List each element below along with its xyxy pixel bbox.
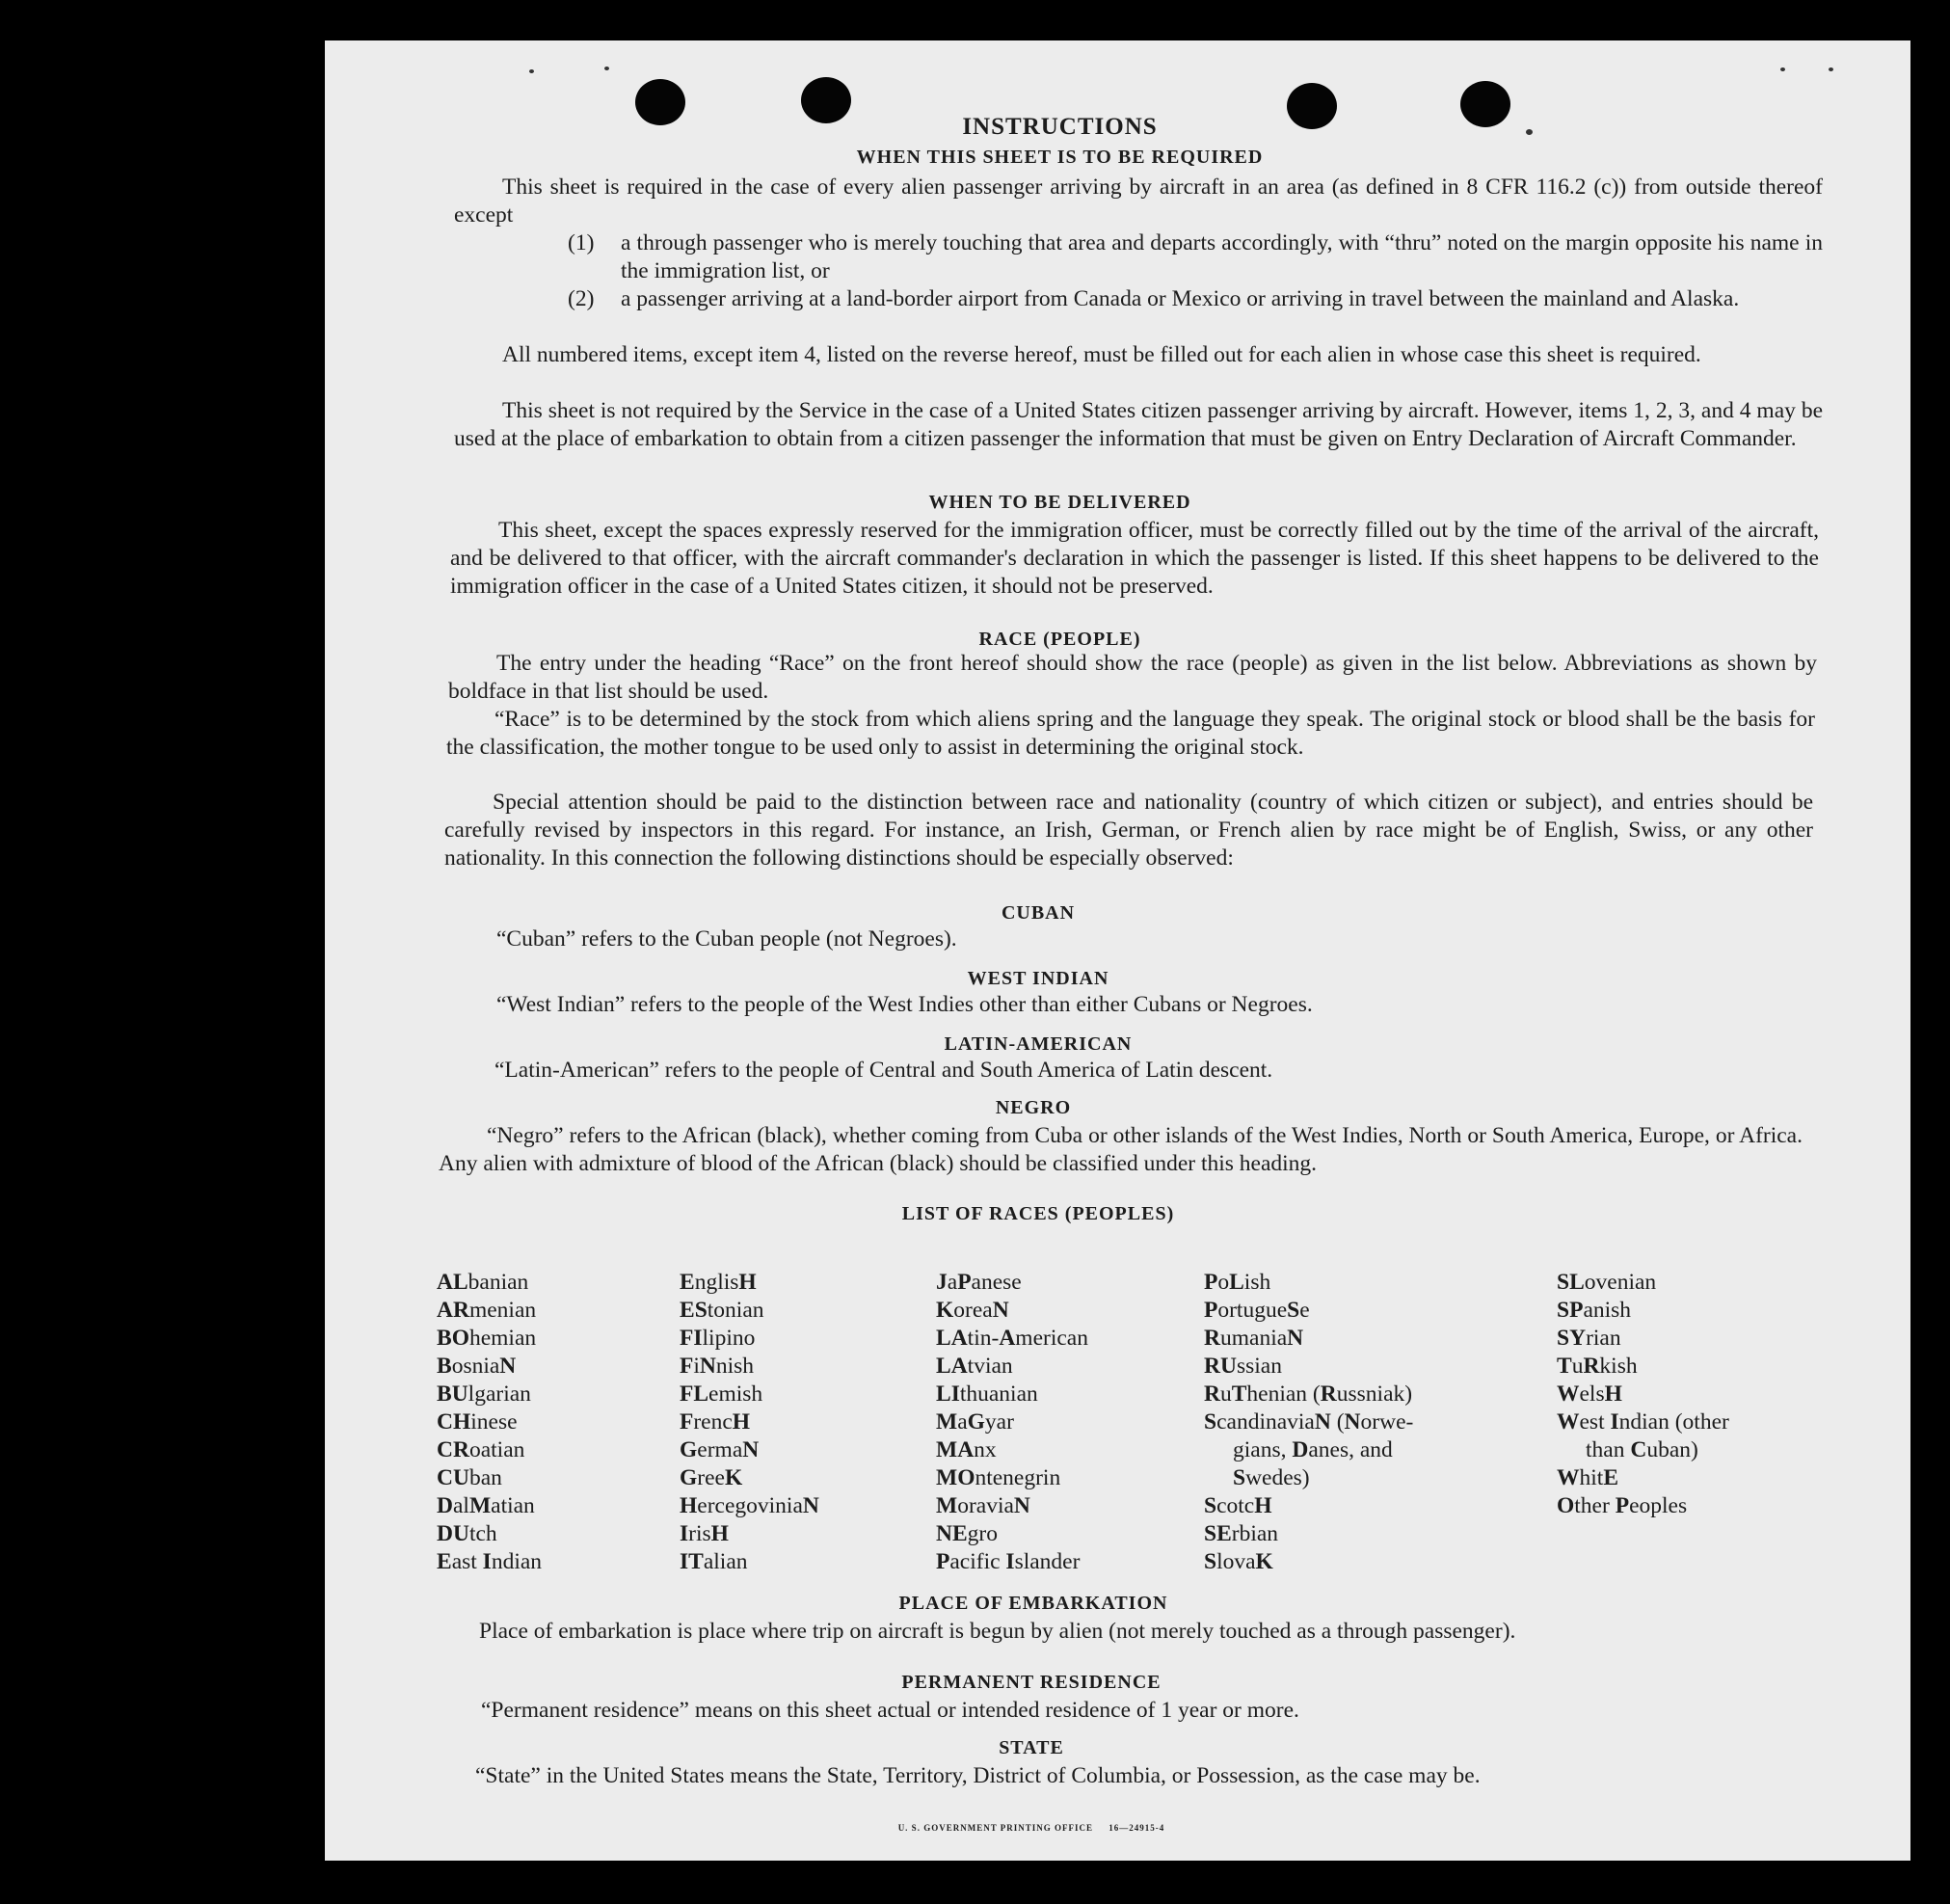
race-entry: DalMatian — [437, 1493, 535, 1518]
race-entry: CHinese — [437, 1409, 518, 1435]
numbered-items-paragraph: All numbered items, except item 4, listed on the reverse hereof, must be filled out for each alien in whose case this sheet is required. — [502, 342, 1701, 367]
race-entry: GermaN — [680, 1437, 760, 1462]
section-heading-residence: PERMANENT RESIDENCE — [901, 1672, 1162, 1693]
race-entry: West Indian (other — [1557, 1409, 1729, 1435]
race-entry: HercegoviniaN — [680, 1493, 819, 1518]
race-entry: SYrian — [1557, 1326, 1621, 1351]
race-column-3 — [936, 1269, 1088, 1576]
section-heading-when-delivered: WHEN TO BE DELIVERED — [928, 492, 1191, 513]
scan-speck — [529, 69, 534, 73]
race-entry: DUtch — [437, 1521, 497, 1546]
race-entry-continuation: Swedes) — [1233, 1465, 1310, 1490]
exception-list — [568, 229, 1823, 313]
race-entry: WhitE — [1557, 1465, 1618, 1490]
distinction-heading-latin-american: LATIN-AMERICAN — [944, 1033, 1133, 1055]
race-entry: MOntenegrin — [936, 1465, 1061, 1490]
race-list-heading: LIST OF RACES (PEOPLES) — [901, 1203, 1175, 1224]
race-entry: CRoatian — [437, 1437, 525, 1462]
race-entry: RumaniaN — [1204, 1326, 1304, 1351]
race-entry: EnglisH — [680, 1270, 757, 1295]
race-entry: MaGyar — [936, 1409, 1014, 1435]
section-heading-embarkation: PLACE OF EMBARKATION — [898, 1593, 1168, 1614]
race-entry: FiNnish — [680, 1354, 755, 1379]
printer-imprint: U. S. GOVERNMENT PRINTING OFFICE 16—24915-4 — [897, 1823, 1165, 1833]
race-entry: RuThenian (Russniak) — [1204, 1381, 1413, 1407]
distinction-heading-cuban: CUBAN — [1001, 902, 1076, 924]
race-entry: Other Peoples — [1557, 1493, 1688, 1518]
residence-text: “Permanent residence” means on this sheet actual or intended residence of 1 year or more. — [481, 1698, 1299, 1723]
race-entry: FIlipino — [680, 1326, 756, 1351]
exception-number: (2) — [568, 286, 595, 311]
race-entry: MoraviaN — [936, 1493, 1030, 1518]
exception-text: a through passenger who is merely touching that area and departs accordingly, with “thru” noted on the margin opposite his name in the immigration list, or — [621, 230, 1823, 283]
race-entry: SPanish — [1557, 1298, 1632, 1323]
race-entry: SlovaK — [1204, 1549, 1273, 1574]
race-column-4 — [1204, 1269, 1413, 1576]
race-entry: BosniaN — [437, 1354, 517, 1379]
distinction-text-latin-american: “Latin-American” refers to the people of Central and South America of Latin descent. — [494, 1058, 1273, 1083]
race-entry: NEgro — [936, 1521, 998, 1546]
scan-speck — [604, 67, 609, 70]
race-entry: IrisH — [680, 1521, 729, 1546]
section-heading-race: RACE (PEOPLE) — [978, 629, 1141, 650]
race-paragraph-3: Special attention should be paid to the distinction between race and nationality (country of which citizen or subject), and entries should be carefully revised by inspectors in this regard. For instance, an Irish, German, or French alien by race might be of English, Swiss, or any other nationality. In this connection the following distinctions should be especially observed: — [444, 790, 1813, 871]
race-entry: FrencH — [680, 1409, 751, 1435]
race-entry: Pacific Islander — [936, 1549, 1081, 1574]
race-entry: JaPanese — [936, 1270, 1022, 1295]
race-entry: ScandinaviaN (Norwe- — [1204, 1409, 1414, 1435]
race-entry: PortugueSe — [1204, 1298, 1310, 1323]
race-entry: LIthuanian — [936, 1381, 1038, 1407]
race-column-1 — [437, 1269, 542, 1576]
race-entry: MAnx — [936, 1437, 997, 1462]
distinction-heading-west-indian: WEST INDIAN — [967, 968, 1109, 989]
race-entry: RUssian — [1204, 1354, 1282, 1379]
exception-item — [568, 285, 1823, 313]
distinction-heading-negro: NEGRO — [995, 1097, 1072, 1118]
race-entry: PoLish — [1204, 1270, 1271, 1295]
document-page — [325, 40, 1910, 1861]
race-entry: GreeK — [680, 1465, 743, 1490]
scan-speck — [1829, 67, 1833, 71]
distinction-text-cuban: “Cuban” refers to the Cuban people (not Negroes). — [496, 926, 957, 952]
race-entry: ITalian — [680, 1549, 748, 1574]
race-entry: ARmenian — [437, 1298, 537, 1323]
race-paragraph-2: “Race” is to be determined by the stock from which aliens spring and the language they speak. The original stock or blood shall be the basis for the classification, the mother tongue to be used only to assist in determining the original stock. — [446, 707, 1815, 760]
citizen-paragraph: This sheet is not required by the Service in the case of a United States citizen passenger arriving by aircraft. However, items 1, 2, 3, and 4 may be used at the place of embarkation to obtain from a citizen passenger the information that must be given on Entry Declaration of Aircraft Commander. — [454, 398, 1823, 451]
race-entry: TuRkish — [1557, 1354, 1638, 1379]
exception-text: a passenger arriving at a land-border airport from Canada or Mexico or arriving in travel between the mainland and Alaska. — [621, 286, 1740, 311]
race-column-2 — [680, 1269, 819, 1576]
race-entry: WelsH — [1557, 1381, 1622, 1407]
race-entry: ALbanian — [437, 1270, 529, 1295]
race-entry: East Indian — [437, 1549, 543, 1574]
page-title: INSTRUCTIONS — [962, 114, 1158, 140]
embarkation-text: Place of embarkation is place where trip on aircraft is begun by alien (not merely touched as a through passenger). — [479, 1619, 1516, 1644]
race-entry: BOhemian — [437, 1326, 537, 1351]
state-text: “State” in the United States means the State, Territory, District of Columbia, or Possession, as the case may be. — [475, 1763, 1481, 1788]
race-entry: CUban — [437, 1465, 502, 1490]
race-entry: KoreaN — [936, 1298, 1009, 1323]
scan-speck — [1780, 67, 1785, 71]
race-entry: BUlgarian — [437, 1381, 531, 1407]
section-heading-state: STATE — [999, 1737, 1064, 1758]
distinction-text-negro: “Negro” refers to the African (black), whether coming from Cuba or other islands of the West Indies, North or South America, Europe, or Africa. Any alien with admixture of blood of the African (black) should be classified under this heading. — [439, 1123, 1803, 1176]
race-entry: SErbian — [1204, 1521, 1279, 1546]
race-entry: LAtvian — [936, 1354, 1013, 1379]
race-column-5 — [1557, 1269, 1729, 1520]
race-entry: EStonian — [680, 1298, 764, 1323]
race-entry: LAtin-American — [936, 1326, 1088, 1351]
race-entry-continuation: gians, Danes, and — [1233, 1437, 1393, 1462]
exception-item — [568, 229, 1823, 285]
section-heading-when-required: WHEN THIS SHEET IS TO BE REQUIRED — [856, 147, 1264, 168]
race-paragraph-1: The entry under the heading “Race” on the front hereof should show the race (people) as given in the list below. Abbreviations as shown by boldface in that list should be used. — [448, 651, 1817, 704]
race-entry: SLovenian — [1557, 1270, 1657, 1295]
race-entry: ScotcH — [1204, 1493, 1272, 1518]
when-delivered-text: This sheet, except the spaces expressly reserved for the immigration officer, must be correctly filled out by the time of the arrival of the aircraft, and be delivered to that officer, with the aircraft commander's declaration in which the passenger is listed. If this sheet happens to be delivered to the immigration officer in the case of a United States citizen, it should not be preserved. — [450, 518, 1819, 599]
race-entry: FLemish — [680, 1381, 763, 1407]
race-entry-continuation: than Cuban) — [1586, 1437, 1698, 1462]
distinction-text-west-indian: “West Indian” refers to the people of the West Indies other than either Cubans or Negroes. — [496, 992, 1313, 1017]
exception-number: (1) — [568, 230, 595, 255]
when-required-intro: This sheet is required in the case of every alien passenger arriving by aircraft in an area (as defined in 8 CFR 116.2 (c)) from outside thereof except — [454, 174, 1823, 228]
